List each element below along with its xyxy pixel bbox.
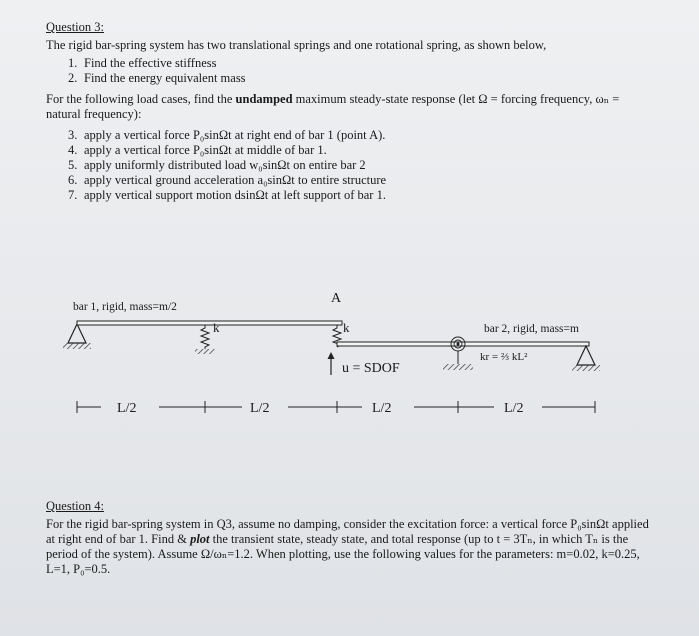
point-a-label: A [331,291,342,306]
kr-label: kr = ⅔ kL² [480,351,528,363]
dim-label-4: L/2 [504,401,524,416]
bar-spring-diagram [0,280,699,430]
list-item: 3. apply a vertical force P₀sinΩt at right end of bar 1 (point A). [68,128,386,142]
q3-load-intro: For the following load cases, find the undamped maximum steady-state response (let Ω = forcing frequency, ωₙ = natural frequency): [46,92,620,121]
list-item: 5. apply uniformly distributed load w₀sinΩt on entire bar 2 [68,158,366,172]
question-3 [46,20,655,203]
spring-1 [195,325,215,354]
dim-label-1: L/2 [117,401,137,416]
q3-intro: The rigid bar-spring system has two translational springs and one rotational spring, as shown below, [46,38,547,52]
list-item: 4. apply a vertical force P₀sinΩt at middle of bar 1. [68,143,327,157]
question-4 [46,499,655,577]
bar-2 [337,342,589,346]
right-pin-support [572,346,600,371]
q4-heading: Question 4: [46,499,104,513]
dim-label-3: L/2 [372,401,392,416]
q4-body: For the rigid bar-spring system in Q3, assume no damping, consider the excitation force: a vertical force P₀sinΩt applied at right end of bar 1. Find & plot the transient state, steady state, and total response (up to t = 3Tₙ, in which Tₙ is the period of the system). Assume Ω/ωₙ=1.2. When plotting, use the following values for the parameters: m=0.02, k=0.25, L=1, P₀=0.5. [46,517,649,576]
left-pin-support [63,324,91,349]
q3-case-list [68,128,655,203]
list-item: 6. apply vertical ground acceleration a₀sinΩt to entire structure [68,173,387,187]
q3-heading: Question 3: [46,20,104,34]
dof-label: u = SDOF [342,361,400,376]
q3-task-list [68,56,655,86]
dof-arrow [328,352,335,375]
list-item: 1. Find the effective stiffness [68,56,217,70]
bar-1 [77,321,342,325]
dim-label-2: L/2 [250,401,270,416]
list-item: 7. apply vertical support motion dsinΩt at left support of bar 1. [68,188,386,202]
list-item: 2. Find the energy equivalent mass [68,71,246,85]
bar2-label: bar 2, rigid, mass=m [484,323,579,335]
spring1-label: k [213,320,220,335]
bar1-label: bar 1, rigid, mass=m/2 [73,301,177,313]
spring2-label: k [343,320,350,335]
